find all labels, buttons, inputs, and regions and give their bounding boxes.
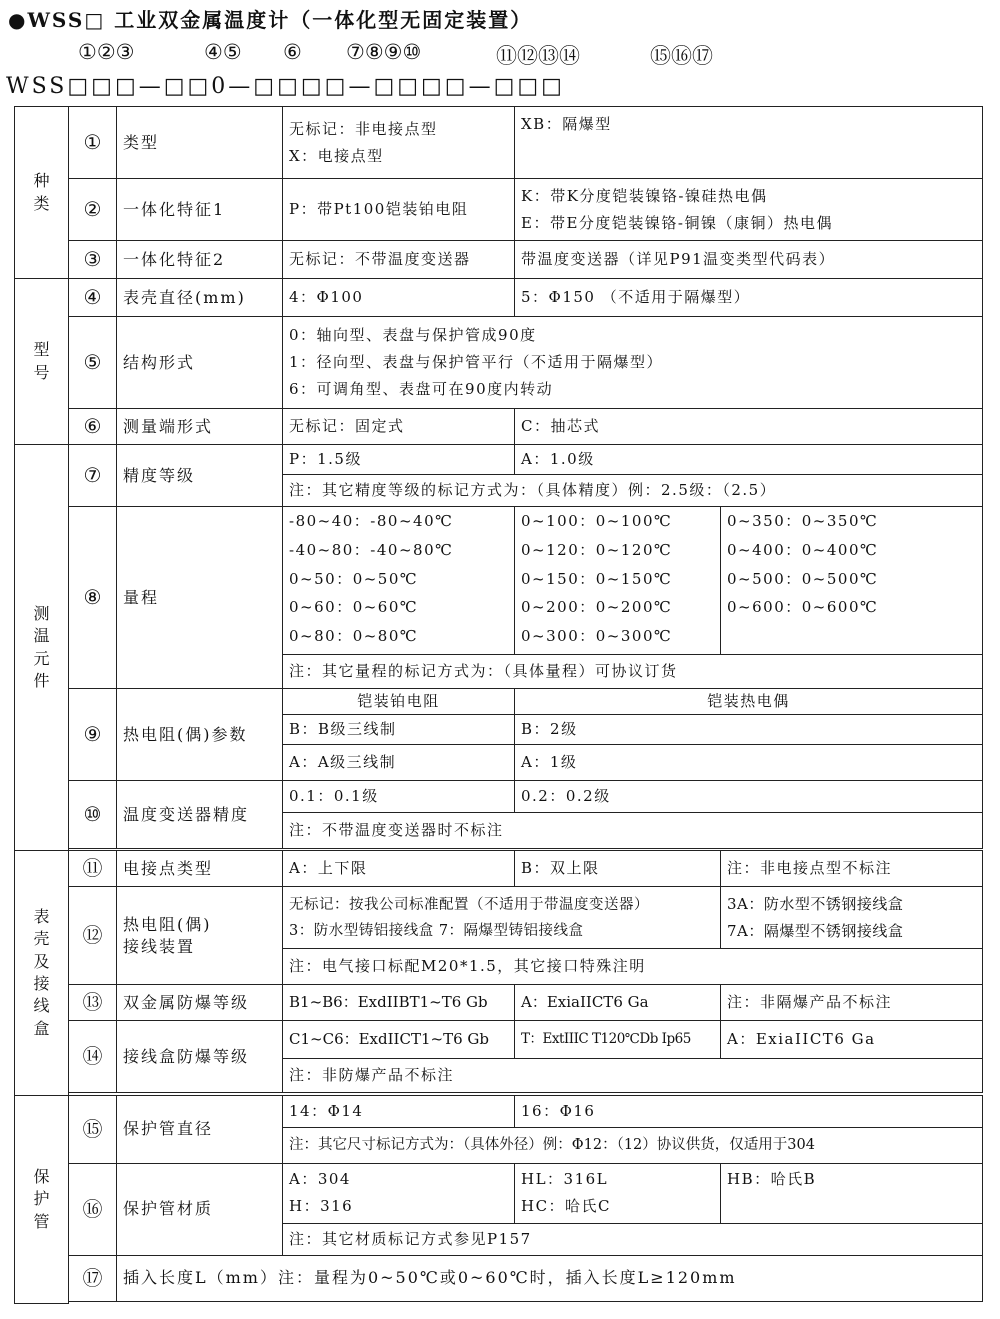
option-cell: 16：Φ16 bbox=[515, 1095, 983, 1127]
note-cell: 注：不带温度变送器时不标注 bbox=[283, 813, 983, 849]
option-cell: 4：Φ100 bbox=[283, 279, 515, 317]
category-cell: 保护管 bbox=[15, 1095, 69, 1303]
table-row bbox=[15, 409, 983, 445]
range-item: -40~80：-40~80℃ bbox=[289, 540, 454, 559]
range-column-2 bbox=[515, 507, 721, 655]
item-number: ⑩ bbox=[69, 781, 117, 849]
item-name: 保护管材质 bbox=[117, 1163, 283, 1255]
option-cell: B：2级 bbox=[515, 715, 983, 745]
item-name: 插入长度L（mm）注：量程为0~50℃或0~60℃时，插入长度L≥120mm bbox=[117, 1255, 983, 1301]
option-cell: HL：316L HC：哈氏C bbox=[515, 1163, 721, 1223]
option-cell: C：抽芯式 bbox=[515, 409, 983, 445]
option-cell: C1~C6：ExdIICT1~T6 Gb bbox=[283, 1021, 515, 1059]
position-number-group: ①②③ bbox=[78, 40, 135, 64]
item-number: ⑨ bbox=[69, 689, 117, 781]
item-number: ④ bbox=[69, 279, 117, 317]
position-number-group: ⑥ bbox=[283, 40, 302, 64]
range-column-3 bbox=[721, 507, 983, 655]
item-name: 类型 bbox=[117, 107, 283, 179]
range-item: 0~500：0~500℃ bbox=[727, 569, 879, 588]
table-row bbox=[15, 1255, 983, 1301]
item-number: ⑭ bbox=[69, 1021, 117, 1093]
option-cell: 无标记：不带温度变送器 bbox=[283, 241, 515, 279]
option-cell: 5：Φ150 （不适用于隔爆型） bbox=[515, 279, 983, 317]
option-cell: HB：哈氏B bbox=[721, 1163, 983, 1223]
range-item: 0~120：0~120℃ bbox=[521, 540, 673, 559]
item-name: 热电阻(偶) 接线装置 bbox=[117, 887, 283, 985]
option-cell: 无标记：按我公司标准配置（不适用于带温度变送器） 3：防水型铸铝接线盒 7：隔爆型铸铝接线盒 bbox=[283, 887, 721, 949]
note-cell: 注：其它量程的标记方式为：（具体量程）可协议订货 bbox=[283, 655, 983, 689]
range-item: 0~150：0~150℃ bbox=[521, 569, 673, 588]
category-cell: 种类 bbox=[15, 107, 69, 279]
note-cell: 注：非隔爆产品不标注 bbox=[721, 985, 983, 1021]
item-name: 量程 bbox=[117, 507, 283, 689]
note-cell: 注：其它尺寸标记方式为：（具体外径）例：Φ12：（12）协议供货，仅适用于304 bbox=[283, 1127, 983, 1163]
option-cell: 14：Φ14 bbox=[283, 1095, 515, 1127]
item-name: 表壳直径(mm) bbox=[117, 279, 283, 317]
table-row bbox=[15, 179, 983, 241]
item-name: 保护管直径 bbox=[117, 1095, 283, 1163]
item-number: ⑬ bbox=[69, 985, 117, 1021]
table-row bbox=[15, 781, 983, 813]
table-row bbox=[15, 445, 983, 475]
option-cell: P：1.5级 bbox=[283, 445, 515, 475]
option-cell: A：1级 bbox=[515, 745, 983, 781]
table-row bbox=[15, 1095, 983, 1127]
item-name: 热电阻(偶)参数 bbox=[117, 689, 283, 781]
table-row bbox=[15, 851, 983, 887]
range-item: 0~80：0~80℃ bbox=[289, 627, 419, 645]
range-item: 0~400：0~400℃ bbox=[727, 540, 879, 559]
position-number-group: ⑪⑫⑬⑭ bbox=[496, 44, 580, 68]
column-header: 铠装热电偶 bbox=[515, 689, 983, 715]
option-cell: A：ExiaIICT6 Ga bbox=[515, 985, 721, 1021]
category-cell: 测温元件 bbox=[15, 445, 69, 851]
range-item: 0~50：0~50℃ bbox=[289, 569, 419, 588]
page-title: ●WSS□ 工业双金属温度计（一体化型无固定装置） bbox=[8, 8, 533, 32]
item-number: ③ bbox=[69, 241, 117, 279]
item-number: ② bbox=[69, 179, 117, 241]
table-row bbox=[15, 317, 983, 409]
option-cell: P：带Pt100铠装铂电阻 bbox=[283, 179, 515, 241]
option-cell: A：上下限 bbox=[283, 851, 515, 887]
table-row bbox=[15, 507, 983, 655]
note-cell: 注：非电接点型不标注 bbox=[721, 851, 983, 887]
item-number: ⑯ bbox=[69, 1163, 117, 1255]
item-name: 一体化特征2 bbox=[117, 241, 283, 279]
item-name: 温度变送器精度 bbox=[117, 781, 283, 849]
item-name: 一体化特征1 bbox=[117, 179, 283, 241]
table-row bbox=[15, 1163, 983, 1223]
range-item: 0~350：0~350℃ bbox=[727, 512, 879, 530]
position-number-group: ⑮⑯⑰ bbox=[650, 44, 713, 68]
option-cell: A：ExiaIICT6 Ga bbox=[721, 1021, 983, 1059]
range-item: 0~200：0~200℃ bbox=[521, 598, 673, 617]
range-item: 0~100：0~100℃ bbox=[521, 512, 673, 530]
note-cell: 注：其它精度等级的标记方式为：（具体精度）例：2.5级：（2.5） bbox=[283, 475, 983, 507]
item-name: 双金属防爆等级 bbox=[117, 985, 283, 1021]
model-code-template: WSS□□□—□□0—□□□□—□□□□—□□□ bbox=[6, 74, 565, 99]
column-header: 铠装铂电阻 bbox=[283, 689, 515, 715]
item-number: ⑰ bbox=[69, 1255, 117, 1301]
table-row bbox=[15, 689, 983, 715]
note-cell: 注：电气接口标配M20*1.5，其它接口特殊注明 bbox=[283, 949, 983, 985]
item-name: 电接点类型 bbox=[117, 851, 283, 887]
item-number: ⑤ bbox=[69, 317, 117, 409]
table-row bbox=[15, 241, 983, 279]
position-number-group: ⑦⑧⑨⑩ bbox=[346, 40, 422, 64]
table-row bbox=[15, 107, 983, 179]
item-name: 接线盒防爆等级 bbox=[117, 1021, 283, 1093]
item-number: ⑫ bbox=[69, 887, 117, 985]
spec-table bbox=[14, 106, 983, 1304]
option-cell: XB：隔爆型 bbox=[515, 107, 983, 179]
item-number: ⑧ bbox=[69, 507, 117, 689]
item-number: ⑮ bbox=[69, 1095, 117, 1163]
item-number: ⑥ bbox=[69, 409, 117, 445]
option-cell: 无标记：非电接点型 X：电接点型 bbox=[283, 107, 515, 179]
option-cell: B：B级三线制 bbox=[283, 715, 515, 745]
item-number: ⑪ bbox=[69, 851, 117, 887]
option-cell: A：304 H：316 bbox=[283, 1163, 515, 1223]
table-row bbox=[15, 887, 983, 949]
option-cell: B1~B6：ExdIIBT1~T6 Gb bbox=[283, 985, 515, 1021]
item-name: 精度等级 bbox=[117, 445, 283, 507]
option-cell: 0.1：0.1级 bbox=[283, 781, 515, 813]
note-cell: 注：非防爆产品不标注 bbox=[283, 1059, 983, 1093]
option-cell: 0.2：0.2级 bbox=[515, 781, 983, 813]
option-cell: 0：轴向型、表盘与保护管成90度 1：径向型、表盘与保护管平行（不适用于隔爆型） 6：可调角型、表盘可在90度内转动 bbox=[283, 317, 983, 409]
option-cell: K：带K分度铠装镍铬-镍硅热电偶 E：带E分度铠装镍铬-铜镍（康铜）热电偶 bbox=[515, 179, 983, 241]
item-name: 结构形式 bbox=[117, 317, 283, 409]
option-cell: T：ExtIIIC T120℃Db Ip65 bbox=[515, 1021, 721, 1059]
position-number-group: ④⑤ bbox=[204, 40, 242, 64]
option-cell: A：1.0级 bbox=[515, 445, 983, 475]
option-cell: 3A：防水型不锈钢接线盒 7A：隔爆型不锈钢接线盒 bbox=[721, 887, 983, 949]
range-item: 0~60：0~60℃ bbox=[289, 598, 419, 617]
note-cell: 注：其它材质标记方式参见P157 bbox=[283, 1223, 983, 1255]
item-number: ① bbox=[69, 107, 117, 179]
table-row bbox=[15, 1021, 983, 1059]
category-cell: 表壳及接线盒 bbox=[15, 851, 69, 1095]
item-number: ⑦ bbox=[69, 445, 117, 507]
range-item: 0~300：0~300℃ bbox=[521, 627, 673, 645]
table-row bbox=[15, 985, 983, 1021]
option-cell: 带温度变送器（详见P91温变类型代码表） bbox=[515, 241, 983, 279]
option-cell: A：A级三线制 bbox=[283, 745, 515, 781]
range-item: -80~40：-80~40℃ bbox=[289, 512, 454, 530]
option-cell: B：双上限 bbox=[515, 851, 721, 887]
range-item: 0~600：0~600℃ bbox=[727, 598, 879, 617]
range-column-1 bbox=[283, 507, 515, 655]
option-cell: 无标记：固定式 bbox=[283, 409, 515, 445]
item-name: 测量端形式 bbox=[117, 409, 283, 445]
table-row bbox=[15, 279, 983, 317]
category-cell: 型号 bbox=[15, 279, 69, 445]
